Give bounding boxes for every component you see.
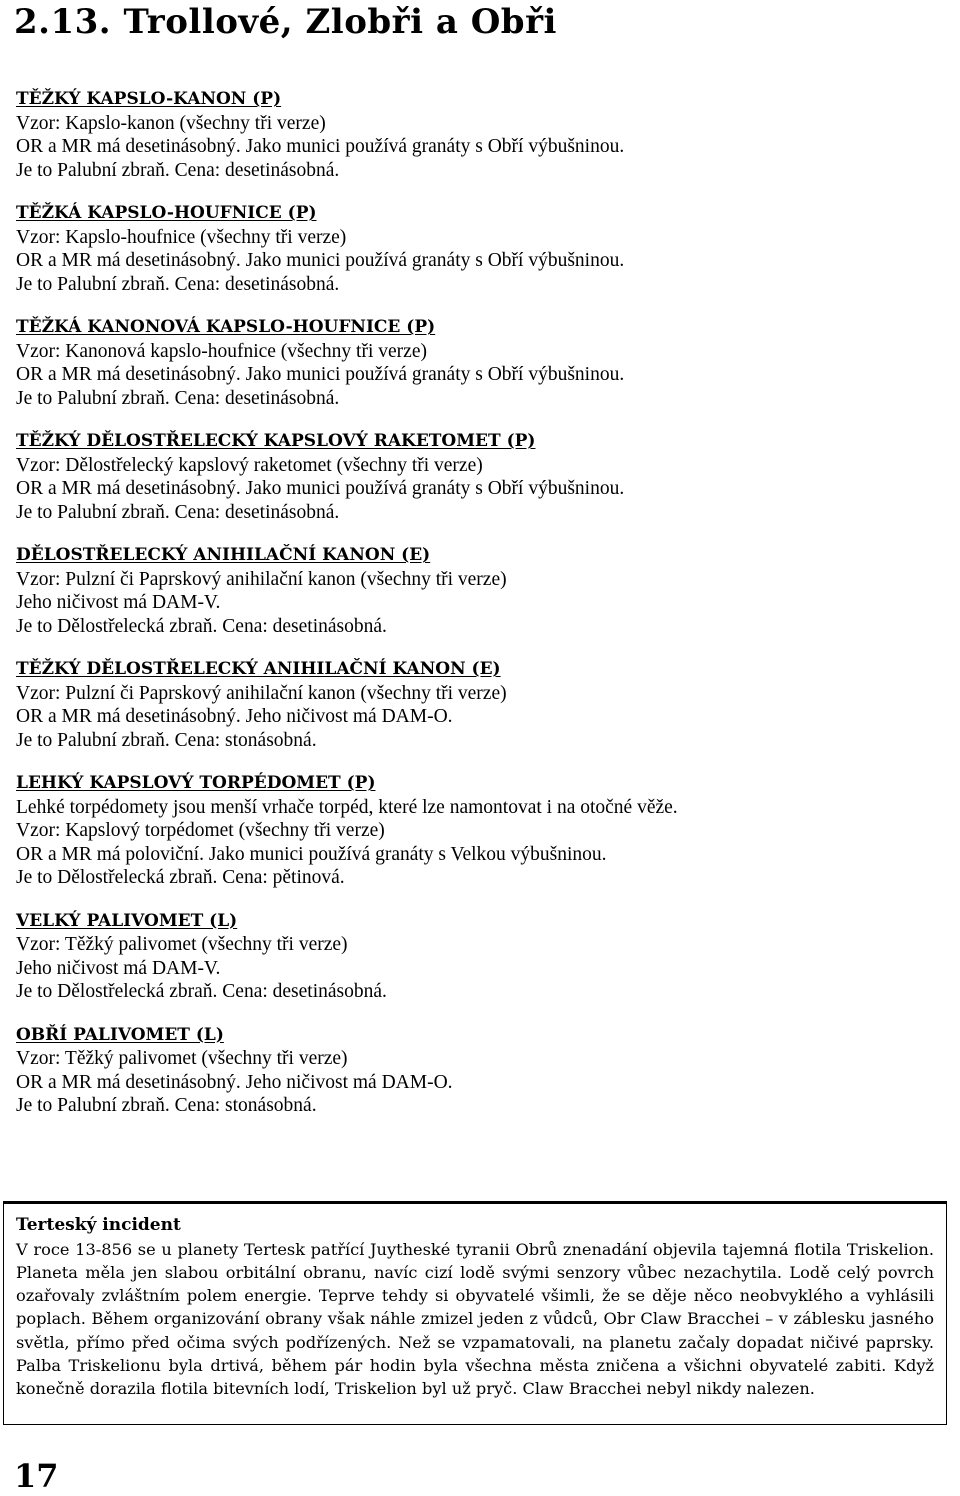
weapon-description-line: Vzor: Pulzní či Paprskový anihilační kanon (všechny tři verze) <box>16 568 507 590</box>
weapon-entry <box>16 88 936 182</box>
weapon-description-line: OR a MR má desetinásobný. Jeho ničivost má DAM-O. <box>16 706 453 727</box>
weapon-description-line: Je to Palubní zbraň. Cena: desetinásobná. <box>16 501 340 523</box>
weapon-entry <box>16 202 936 296</box>
weapon-list <box>16 88 936 1138</box>
weapon-title: TĚŽKÝ DĚLOSTŘELECKÝ KAPSLOVÝ RAKETOMET (P) <box>16 431 536 451</box>
weapon-description-line: Je to Palubní zbraň. Cena: desetinásobná. <box>16 159 340 181</box>
weapon-title: DĚLOSTŘELECKÝ ANIHILAČNÍ KANON (E) <box>16 545 431 565</box>
weapon-description-line: Je to Palubní zbraň. Cena: desetinásobná. <box>16 387 340 409</box>
page-number: 17 <box>14 1457 59 1495</box>
weapon-description-line: Vzor: Kanonová kapslo-houfnice (všechny tři verze) <box>16 340 427 362</box>
weapon-title: TĚŽKÁ KAPSLO-HOUFNICE (P) <box>16 203 317 223</box>
weapon-description-line: Jeho ničivost má DAM-V. <box>16 957 221 979</box>
page-title: 2.13. Trollové, Zlobři a Obři <box>14 2 557 42</box>
weapon-description-line: Vzor: Těžký palivomet (všechny tři verze) <box>16 1048 348 1069</box>
weapon-entry <box>16 910 936 1004</box>
weapon-description-line: Je to Palubní zbraň. Cena: stonásobná. <box>16 729 317 751</box>
weapon-title: VELKÝ PALIVOMET (L) <box>16 910 238 931</box>
weapon-entry <box>16 658 936 752</box>
weapon-description-line: Vzor: Kapslo-houfnice (všechny tři verze) <box>16 226 347 248</box>
weapon-description-line: Lehké torpédomety jsou menší vrhače torpéd, které lze namontovat i na otočné věže. <box>16 796 678 818</box>
weapon-description-line: Je to Dělostřelecká zbraň. Cena: pětinová. <box>16 867 345 888</box>
weapon-description-line: Vzor: Kapslo-kanon (všechny tři verze) <box>16 112 326 134</box>
weapon-entry <box>16 316 936 410</box>
weapon-title: TĚŽKÁ KANONOVÁ KAPSLO-HOUFNICE (P) <box>16 317 436 337</box>
weapon-description-line: Je to Palubní zbraň. Cena: stonásobná. <box>16 1095 317 1116</box>
weapon-description-line: Je to Palubní zbraň. Cena: desetinásobná. <box>16 273 340 295</box>
weapon-description-line: Je to Dělostřelecká zbraň. Cena: desetinásobná. <box>16 615 387 637</box>
weapon-description-line: OR a MR má desetinásobný. Jeho ničivost má DAM-O. <box>16 1071 453 1093</box>
weapon-description-line: Vzor: Pulzní či Paprskový anihilační kanon (všechny tři verze) <box>16 682 507 704</box>
weapon-description-line: Je to Dělostřelecká zbraň. Cena: desetinásobná. <box>16 981 387 1002</box>
weapon-entry <box>16 430 936 524</box>
weapon-description-line: OR a MR má desetinásobný. Jako munici používá granáty s Obří výbušninou. <box>16 364 625 385</box>
weapon-description-line: OR a MR má desetinásobný. Jako munici používá granáty s Obří výbušninou. <box>16 478 625 499</box>
weapon-title: TĚŽKÝ KAPSLO-KANON (P) <box>16 89 282 109</box>
weapon-entry <box>16 772 936 890</box>
incident-text: V roce 13-856 se u planety Tertesk patřící Juytheské tyranii Obrů znenadání objevila tajemná flotila Triskelion. Planeta měla jen slabou orbitální obranu, navíc cizí lodě svými senzory vůbec nezachytila. Lodě celý povrch ozařovaly zvláštním polem energie. Teprve tehdy si obyvatelé všimli, že se děje něco neobvyklého a vyhlásili poplach. Během organizování obrany však náhle zmizel jeden z vůdců, Obr Claw Bracchei – v záblesku jasného světla, přímo před očima svých podřízených. Než se vzpamatovali, na planetu začaly dopadat ničivé paprsky. Palba Triskelionu byla drtivá, během pár hodin byla všechna města zničena a všichni obyvatelé zabiti. Když konečně dorazila flotila bitevních lodí, Triskelion byl už pryč. Claw Bracchei nebyl nikdy nalezen. <box>16 1239 934 1399</box>
weapon-description-line: Vzor: Těžký palivomet (všechny tři verze) <box>16 934 348 955</box>
weapon-title: OBŘÍ PALIVOMET (L) <box>16 1024 224 1045</box>
weapon-title: LEHKÝ KAPSLOVÝ TORPÉDOMET (P) <box>16 773 376 793</box>
weapon-entry <box>16 1024 936 1118</box>
incident-box <box>3 1201 947 1425</box>
weapon-description-line: Vzor: Dělostřelecký kapslový raketomet (všechny tři verze) <box>16 454 483 476</box>
incident-title: Terteský incident <box>16 1215 181 1235</box>
weapon-description-line: OR a MR má desetinásobný. Jako munici používá granáty s Obří výbušninou. <box>16 250 625 271</box>
weapon-description-line: OR a MR má poloviční. Jako munici používá granáty s Velkou výbušninou. <box>16 843 607 865</box>
weapon-description-line: Jeho ničivost má DAM-V. <box>16 592 221 613</box>
weapon-title: TĚŽKÝ DĚLOSTŘELECKÝ ANIHILAČNÍ KANON (E) <box>16 659 501 679</box>
weapon-entry <box>16 544 936 638</box>
weapon-description-line: Vzor: Kapslový torpédomet (všechny tři verze) <box>16 820 385 841</box>
weapon-description-line: OR a MR má desetinásobný. Jako munici používá granáty s Obří výbušninou. <box>16 136 625 157</box>
